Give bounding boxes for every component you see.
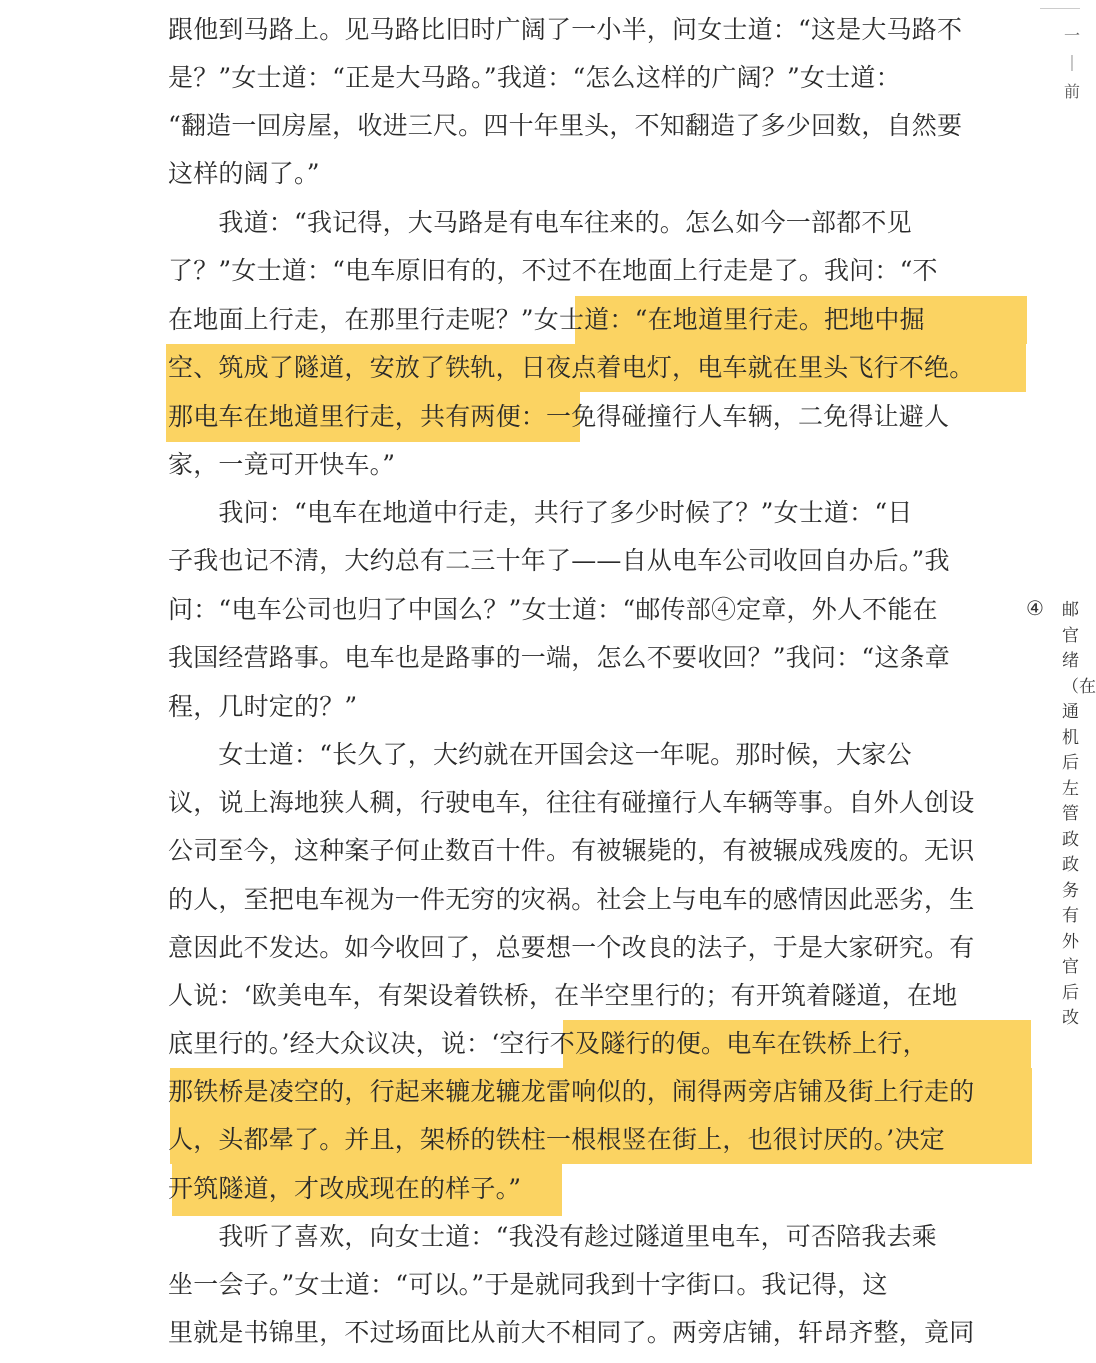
text-line: 问：“电车公司也归了中国么？”女士道：“邮传部④定章，外人不能在 <box>168 595 938 624</box>
text-line: 坐一会子。”女士道：“可以。”于是就同我到十字街口。我记得，这 <box>168 1270 888 1299</box>
text-line: 人，头都晕了。并且，架桥的铁柱一根根竖在街上，也很讨厌的。’决定 <box>168 1125 945 1154</box>
text-line: “翻造一回房屋，收进三尺。四十年里头，不知翻造了多少回数，自然要 <box>168 111 963 140</box>
text-line: 在地面上行走，在那里行走呢？”女士道：“在地道里行走。把地中掘 <box>168 305 925 334</box>
text-line: 人说：‘欧美电车，有架设着铁桥，在半空里行的；有开筑着隧道，在地 <box>168 981 958 1010</box>
text-line: 意因此不发达。如今收回了，总要想一个改良的法子，于是大家研究。有 <box>168 933 975 962</box>
text-line: 跟他到马路上。见马路比旧时广阔了一小半，问女士道：“这是大马路不 <box>168 15 963 44</box>
footnote-marker: ④ <box>1026 596 1044 620</box>
text-line: 空、筑成了隧道，安放了铁轨，日夜点着电灯，电车就在里头飞行不绝。 <box>168 353 975 382</box>
text-line: 公司至今，这种案子何止数百十件。有被辗毙的，有被辗成残废的。无识 <box>168 836 975 865</box>
text-line: 的人，至把电车视为一件无穷的灾祸。社会上与电车的感情因此恶劣，生 <box>168 885 975 914</box>
text-line: 那铁桥是凌空的，行起来辘龙辘龙雷响似的，闹得两旁店铺及街上行走的 <box>168 1077 975 1106</box>
top-rule <box>1040 0 1080 9</box>
text-line: 底里行的。’经大众议决，说：‘空行不及隧行的便。电车在铁桥上行， <box>168 1029 928 1058</box>
text-line: 女士道：“长久了，大约就在开国会这一年呢。那时候，大家公 <box>168 740 912 769</box>
text-line: 我听了喜欢，向女士道：“我没有趁过隧道里电车，可否陪我去乘 <box>168 1222 937 1251</box>
text-line: 子我也记不清，大约总有二三十年了——自从电车公司收回自办后。”我 <box>168 546 950 575</box>
margin-footnote: 邮官绪（在通机后左管政政务有外官后改 <box>1062 600 1096 1028</box>
text-line: 我问：“电车在地道中行走，共行了多少时候了？”女士道：“日 <box>168 498 913 527</box>
text-line: 这样的阔了。” <box>168 159 320 188</box>
text-line: 我道：“我记得，大马路是有电车往来的。怎么如今一部都不见 <box>168 208 912 237</box>
text-line: 开筑隧道，才改成现在的样子。” <box>168 1174 522 1203</box>
text-line: 家，一竟可开快车。” <box>168 450 396 479</box>
text-line: 了？”女士道：“电车原旧有的，不过不在地面上行走是了。我问：“不 <box>168 256 938 285</box>
text-line: 那电车在地道里行走，共有两便：一免得碰撞行人车辆，二免得让避人 <box>168 402 950 431</box>
text-line: 程，几时定的？” <box>168 692 358 721</box>
top-right-fragment: 一｜前 <box>1064 26 1081 101</box>
text-line: 议，说上海地狭人稠，行驶电车，往往有碰撞行人车辆等事。自外人创设 <box>168 788 975 817</box>
text-line: 里就是书锦里，不过场面比从前大不相同了。两旁店铺，轩昂齐整，竟同 <box>168 1318 975 1347</box>
text-line: 我国经营路事。电车也是路事的一端，怎么不要收回？”我问：“这条章 <box>168 643 950 672</box>
text-line: 是？”女士道：“正是大马路。”我道：“怎么这样的广阔？”女士道： <box>168 63 901 92</box>
